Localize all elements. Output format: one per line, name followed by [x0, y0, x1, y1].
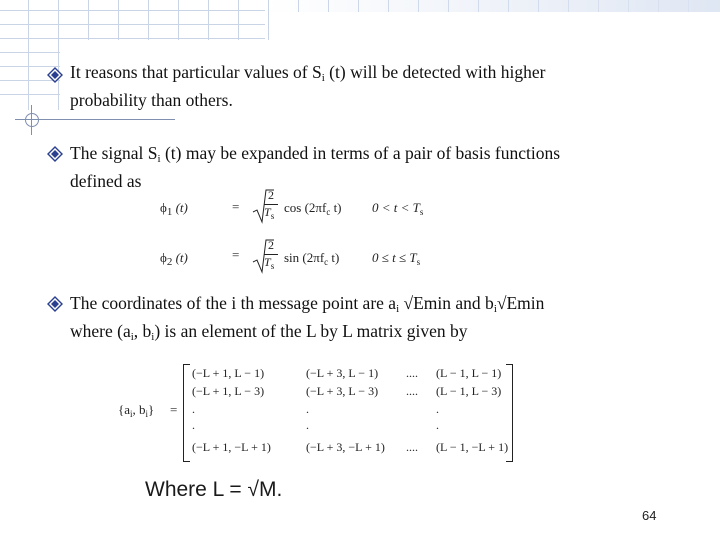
bullet-1-text-tail: (t) will be detected with higher	[324, 62, 546, 82]
matrix-cell: .	[192, 418, 195, 432]
bullet-1-text: It reasons that particular values of S	[70, 62, 322, 82]
matrix-cell: (−L + 3, L − 3)	[306, 384, 379, 398]
matrix-cell: .	[436, 402, 439, 416]
decorative-circle	[25, 113, 39, 127]
matrix-lhs: {$a_i$, $b_i$}	[118, 402, 155, 419]
diamond-bullet-icon	[47, 146, 63, 162]
matrix-cell: (−L + 1, L − 1)	[192, 366, 265, 380]
bullet-1-text-line2: probability than others.	[70, 90, 233, 110]
matrix-cell: (−L + 3, L − 1)	[306, 366, 379, 380]
subscript: i	[157, 153, 161, 165]
subscript: i	[321, 72, 325, 84]
equation-phi1: $\phi_1$ (t) = 2 $T_s$ $\cos (2\pi f_c$ t) $0 < t < T_s$	[160, 188, 520, 226]
matrix-cell: ....	[406, 366, 418, 380]
matrix-cell: ....	[406, 440, 418, 454]
bullet-3-text: The coordinates of the i th message point are a	[70, 293, 397, 313]
bullet-paragraph-3: The coordinates of the i th message point are $a_i$ √Emin and $b_i√Emin$ where ($a_i$, $b_i$) is an element of the L by L matrix given by	[70, 293, 545, 343]
where-statement: Where L = √M.	[145, 478, 283, 501]
bullet-2-text-line2: defined as	[70, 171, 142, 191]
left-bracket	[183, 364, 190, 462]
equation-phi2: $\phi_2$ (t) = 2 $T_s$ $\sin (2\pi f_c$ t) $0 \le t \le T_s$	[160, 238, 520, 276]
diamond-bullet-icon	[47, 67, 63, 83]
matrix-equals: =	[170, 402, 178, 417]
decorative-line	[15, 119, 175, 120]
matrix-cell: (−L + 1, −L + 1)	[192, 440, 271, 454]
phi-symbol: ϕ	[160, 200, 167, 215]
matrix-cell: (L − 1, L − 1)	[436, 366, 502, 380]
matrix-cell: ....	[406, 384, 418, 398]
matrix-cell: .	[306, 418, 309, 432]
matrix-cell: (−L + 1, L − 3)	[192, 384, 265, 398]
bullet-paragraph-2	[70, 142, 560, 192]
bullet-2-text: The signal S	[70, 143, 158, 163]
page-number: 64	[642, 508, 657, 523]
header-gradient	[265, 0, 720, 12]
matrix-cell: .	[436, 418, 439, 432]
matrix-cell: .	[192, 402, 195, 416]
bullet-3-text-line2: where (a	[70, 321, 131, 341]
phi-symbol: ϕ	[160, 250, 167, 265]
matrix-cell: (L − 1, L − 3)	[436, 384, 502, 398]
bullet-2-text-tail: (t) may be expanded in terms of a pair of basis functions	[160, 143, 561, 163]
matrix-cell: (L − 1, −L + 1)	[436, 440, 509, 454]
matrix-cell: .	[306, 402, 309, 416]
bullet-paragraph-1	[70, 61, 545, 111]
diamond-bullet-icon	[47, 296, 63, 312]
matrix-cell: (−L + 3, −L + 1)	[306, 440, 385, 454]
coordinate-matrix	[88, 360, 518, 463]
